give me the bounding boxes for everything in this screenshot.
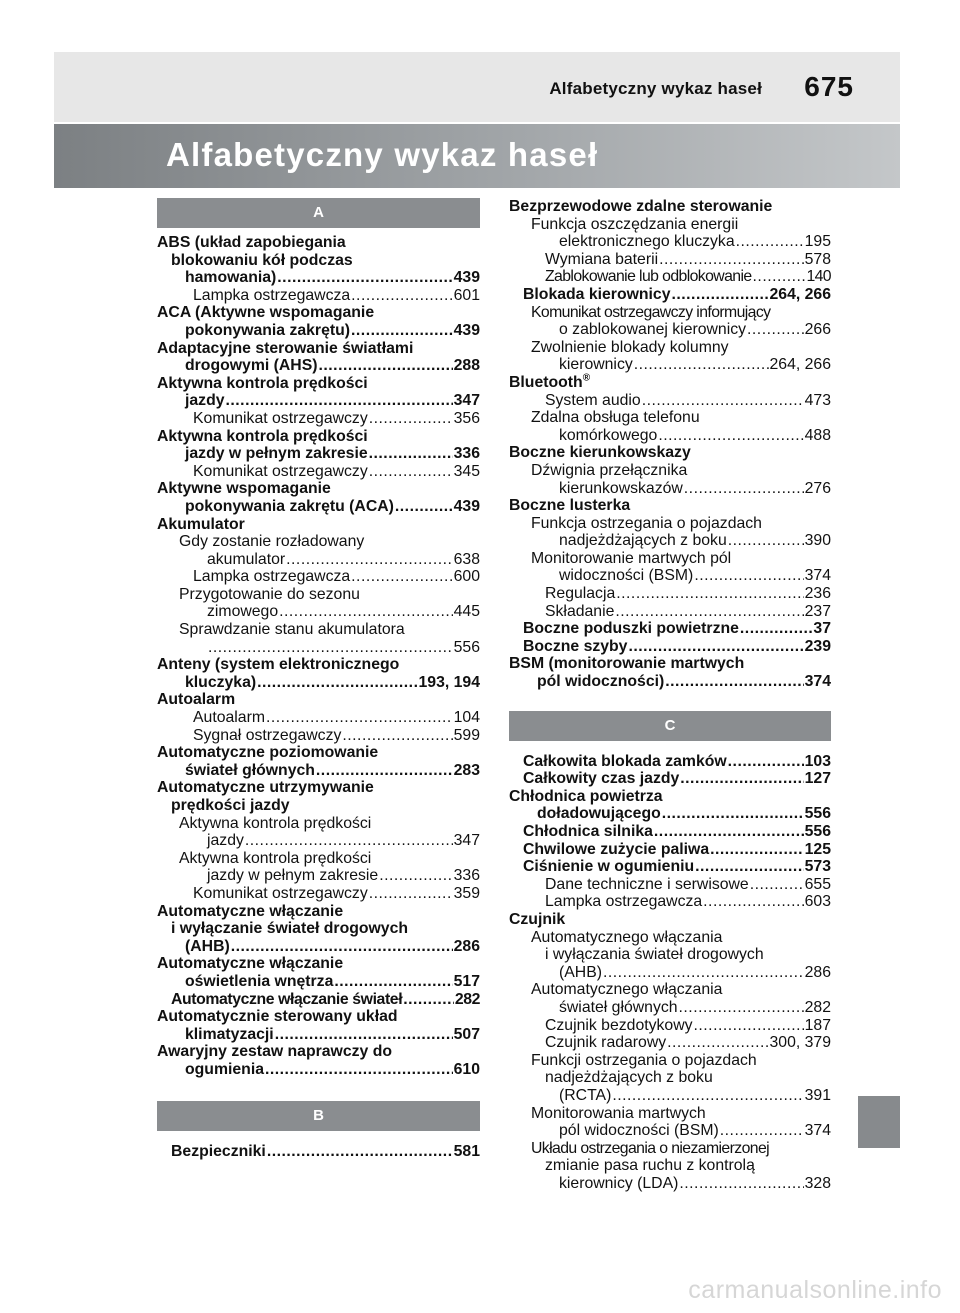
entry-line: Aktywna kontrola prędkości	[157, 427, 368, 445]
index-subentry	[157, 287, 480, 305]
entry-line: blokowaniu kół podczas	[171, 251, 353, 269]
page-ref: 125	[804, 840, 831, 858]
page-ref: 264, 266	[769, 285, 831, 303]
index-subentry	[509, 392, 831, 410]
entry-line: Monitorowania martwych	[531, 1104, 706, 1122]
entry-label: (AHB)	[559, 963, 603, 981]
page-ref: 599	[453, 726, 480, 744]
entry-label: świateł głównych	[185, 761, 315, 779]
page-ref: 445	[453, 603, 480, 621]
section-header-c: C	[509, 711, 831, 741]
index-subentry	[157, 568, 480, 586]
page-ref: 336	[453, 867, 480, 885]
entry-label: akumulator	[207, 550, 286, 568]
entry-line: Automatyczne utrzymywanie	[157, 779, 374, 797]
index-entry-apoz	[157, 744, 480, 779]
entry-label: Boczne poduszki powietrzne	[523, 620, 739, 638]
index-entry-aca	[157, 304, 480, 339]
page-ref: 347	[453, 832, 480, 850]
entry-line: Aktywne wspomaganie	[157, 480, 331, 498]
entry-label: Komunikat ostrzegawczy	[193, 409, 368, 427]
entry-line: Funkcji ostrzegania o pojazdach	[531, 1051, 757, 1069]
index-subentry	[509, 893, 831, 911]
entry-line: Aktywna kontrola prędkości	[179, 814, 372, 832]
page-ref: 439	[453, 321, 480, 339]
page-ref: 556	[804, 823, 831, 840]
entry-line: i wyłączania świateł drogowych	[545, 946, 764, 964]
entry-label: Dane techniczne i serwisowe	[545, 875, 749, 893]
entry-line: Aktywna kontrola prędkości	[179, 849, 372, 867]
entry-label: Automatyczne włączanie świateł	[171, 990, 403, 1008]
entry-label: (RCTA)	[559, 1086, 612, 1104]
entry-line: Automatycznego włączania	[531, 928, 723, 946]
entry-line: Chłodnica powietrza	[509, 787, 663, 805]
page-ref: 336	[453, 445, 480, 463]
index-subentry	[157, 815, 480, 850]
entry-label: elektronicznego kluczyka	[559, 233, 735, 251]
entry-label: (AHB)	[185, 937, 230, 955]
entry-label: Bluetooth	[509, 373, 583, 391]
entry-label: System audio	[545, 391, 641, 409]
section-header-b: B	[157, 1101, 480, 1131]
entry-label: kluczyka)	[185, 673, 257, 691]
entry-line: Przygotowanie do sezonu	[179, 585, 360, 603]
index-subentry	[157, 885, 480, 903]
page-ref: 573	[804, 858, 831, 876]
index-subentry	[509, 1140, 831, 1193]
index-entry-cwo	[509, 858, 831, 876]
page-ref: 356	[453, 409, 480, 427]
entry-line: Aktywna kontrola prędkości	[157, 374, 368, 392]
chapter-thumb-tab	[858, 1096, 900, 1148]
entry-label: Chłodnica silnika	[523, 823, 653, 840]
index-subentry	[157, 621, 480, 656]
watermark: carmanualsonline.info	[688, 1276, 942, 1304]
page-ref: 600	[453, 568, 480, 586]
page-ref: 603	[804, 893, 831, 911]
entry-line: nadjeżdżających z boku	[545, 1069, 713, 1087]
entry-label: Komunikat ostrzegawczy	[193, 884, 368, 902]
entry-label: Lampka ostrzegawcza	[193, 286, 351, 304]
page-ref: 127	[804, 770, 831, 788]
entry-label: Bezpieczniki	[171, 1142, 266, 1160]
entry-line: Automatyczne włączanie	[157, 902, 344, 920]
page-header	[54, 52, 900, 122]
entry-line: Awaryjny zestaw naprawczy do	[157, 1043, 392, 1061]
section-header-a: A	[157, 198, 480, 228]
entry-label: klimatyzacji	[185, 1025, 274, 1043]
entry-label: Regulacja	[545, 585, 616, 603]
entry-line: prędkości jazdy	[171, 797, 290, 814]
entry-label: Całkowity czas jazdy	[523, 770, 680, 788]
entry-label: świateł głównych	[559, 998, 678, 1016]
page-ref: 391	[804, 1086, 831, 1104]
entry-label: jazdy w pełnym zakresie	[185, 445, 368, 463]
index-subentry	[157, 586, 480, 621]
entry-line: Zdalna obsługa telefonu	[531, 409, 700, 427]
index-entry-bsz	[509, 638, 831, 656]
entry-line: Automatyczne włączanie	[157, 955, 344, 973]
entry-label: Boczne szyby	[523, 637, 628, 655]
entry-label: Blokada kierownicy	[523, 285, 671, 303]
entry-label: Chwilowe zużycie paliwa	[523, 840, 710, 858]
page-ref: 283	[453, 761, 480, 779]
index-subentry	[157, 850, 480, 885]
page-title: Alfabetyczny wykaz haseł	[166, 136, 599, 173]
page-ref: 556	[453, 638, 480, 656]
page-ref: 517	[453, 972, 480, 990]
index-entry-awp	[157, 480, 480, 515]
entry-line: Układu ostrzegania o niezamierzonej	[531, 1139, 770, 1157]
entry-line: Monitorowanie martwych pól	[531, 549, 732, 567]
page-ref: 104	[453, 709, 480, 727]
index-entry-awl-osw	[157, 955, 480, 990]
page-ref: 187	[804, 1016, 831, 1034]
page-ref: 236	[804, 585, 831, 603]
entry-line: ABS (układ zapobiegania	[157, 234, 346, 251]
page-ref: 140	[806, 268, 831, 286]
entry-line: Sprawdzanie stanu akumulatora	[179, 621, 405, 639]
entry-line: Automatycznie sterowany układ	[157, 1008, 398, 1026]
entry-line: Funkcja oszczędzania energii	[531, 215, 739, 233]
entry-label: pokonywania zakrętu (ACA)	[185, 497, 394, 515]
index-entry-aster	[157, 1008, 480, 1043]
index-entry-czujnik: Czujnik	[509, 910, 566, 928]
page-ref: 601	[453, 286, 480, 304]
index-entry-anteny	[157, 656, 480, 691]
page-ref: 276	[804, 479, 831, 497]
entry-label: doładowującego	[537, 805, 661, 823]
page-ref: 581	[453, 1142, 480, 1160]
index-entry-akk	[157, 375, 480, 410]
page-ref: 195	[804, 233, 831, 251]
entry-line: i wyłączanie świateł drogowych	[171, 920, 409, 938]
entry-label: pól widoczności)	[537, 673, 665, 691]
index-subentry	[157, 709, 480, 727]
index-entry-awl-sw	[157, 991, 480, 1009]
index-entry-autrz	[157, 779, 480, 814]
index-entry-bezpieczniki	[157, 1143, 480, 1161]
page-ref: 439	[453, 497, 480, 515]
entry-line: Gdy zostanie rozładowany	[179, 533, 365, 551]
entry-label: Czujnik radarowy	[545, 1034, 667, 1052]
entry-label: oświetlenia wnętrza	[185, 972, 334, 990]
page-ref: 610	[453, 1060, 480, 1078]
page-ref: 300, 379	[769, 1034, 831, 1052]
entry-line: BSM (monitorowanie martwych	[509, 655, 745, 673]
page-ref: 638	[453, 550, 480, 568]
entry-label: jazdy	[207, 832, 244, 850]
entry-label: Ciśnienie w ogumieniu	[523, 858, 695, 876]
entry-line: ACA (Aktywne wspomaganie	[157, 304, 375, 322]
entry-label: Autoalarm	[193, 709, 265, 727]
index-entry-bl: Boczne lusterka	[509, 497, 631, 515]
entry-label: nadjeżdżających z boku	[559, 532, 727, 550]
index-subentry	[509, 929, 831, 982]
index-subentry	[509, 268, 831, 286]
title-band	[54, 124, 900, 188]
entry-label: Czujnik bezdotykowy	[545, 1016, 693, 1034]
index-entry-cbz	[509, 753, 831, 771]
page-ref: 237	[804, 602, 831, 620]
index-entry-bk: Boczne kierunkowskazy	[509, 444, 691, 462]
page-ref: 264, 266	[769, 356, 831, 374]
entry-label: kierownicy (LDA)	[559, 1174, 679, 1192]
page-ref: 374	[804, 567, 831, 585]
index-subentry	[157, 410, 480, 428]
index-column-right	[509, 198, 831, 1192]
page-ref: 374	[804, 673, 831, 691]
page-ref: 347	[453, 392, 480, 410]
page-ref: 578	[804, 250, 831, 268]
page-ref: 286	[804, 963, 831, 981]
page-ref: 328	[804, 1174, 831, 1192]
index-subentry	[509, 1034, 831, 1052]
page-ref: 439	[453, 269, 480, 287]
entry-label: ogumienia	[185, 1060, 264, 1078]
entry-label: Komunikat ostrzegawczy	[193, 462, 368, 480]
entry-label: Zablokowanie lub odblokowanie	[545, 268, 752, 286]
index-subentry	[157, 463, 480, 481]
index-subentry	[157, 727, 480, 745]
entry-line: Komunikat ostrzegawczy informujący	[531, 303, 771, 321]
index-entry-awar	[157, 1043, 480, 1078]
index-entry-bpp	[509, 620, 831, 638]
entry-label: Składanie	[545, 602, 615, 620]
entry-label: komórkowego	[559, 426, 658, 444]
index-subentry	[509, 515, 831, 550]
index-subentry	[509, 462, 831, 497]
index-subentry	[509, 1052, 831, 1105]
index-entry-czp	[509, 841, 831, 859]
entry-line: Zwolnienie blokady kolumny	[531, 338, 729, 356]
entry-label: Wymiana baterii	[545, 250, 659, 268]
page-ref: 193, 194	[418, 673, 480, 691]
index-subentry	[509, 981, 831, 1016]
page-ref: 103	[804, 752, 831, 770]
index-subentry	[509, 304, 831, 339]
index-entry-chp	[509, 788, 831, 823]
entry-label: kierunkowskazów	[559, 479, 683, 497]
entry-label: jazdy w pełnym zakresie	[207, 867, 379, 885]
entry-label: kierownicy	[559, 356, 633, 374]
entry-label: Sygnał ostrzegawczy	[193, 726, 342, 744]
page-ref: 556	[804, 805, 831, 823]
entry-line: Adaptacyjne sterowanie światłami	[157, 339, 414, 357]
page-ref: 655	[804, 875, 831, 893]
index-entry-akumulator: Akumulator	[157, 515, 245, 533]
entry-label: jazdy	[185, 392, 225, 410]
page-ref: 282	[454, 990, 480, 1008]
index-subentry	[509, 251, 831, 269]
entry-label: pokonywania zakrętu)	[185, 321, 351, 339]
index-entry-bsm	[509, 655, 831, 690]
entry-line: Automatyczne poziomowanie	[157, 744, 379, 762]
entry-label: Lampka ostrzegawcza	[545, 893, 703, 911]
index-subentry	[509, 585, 831, 603]
page-ref: 239	[804, 637, 831, 655]
page-ref: 507	[453, 1025, 480, 1043]
page-ref: 488	[804, 426, 831, 444]
index-subentry	[157, 533, 480, 568]
index-entry-awl-ahb	[157, 903, 480, 956]
entry-line: Automatycznego włączania	[531, 981, 723, 999]
page-number: 675	[804, 71, 854, 102]
entry-line: Dźwignia przełącznika	[531, 461, 688, 479]
entry-label: widoczności (BSM)	[559, 567, 694, 585]
index-subentry	[509, 550, 831, 585]
page-ref: 286	[453, 937, 480, 955]
index-subentry	[509, 1105, 831, 1140]
page-ref: 374	[804, 1122, 831, 1140]
index-subentry	[509, 216, 831, 251]
entry-label: Całkowita blokada zamków	[523, 752, 727, 770]
entry-label: hamowania)	[185, 269, 277, 287]
page-ref: 266	[804, 321, 831, 339]
entry-line: zmianie pasa ruchu z kontrolą	[545, 1157, 755, 1175]
index-entry-bluetooth	[509, 374, 831, 392]
page-ref: 282	[804, 998, 831, 1016]
entry-line: Anteny (system elektronicznego	[157, 656, 400, 674]
index-subentry	[509, 603, 831, 621]
index-entry-ccj	[509, 770, 831, 788]
index-entry-bzs: Bezprzewodowe zdalne sterowanie	[509, 198, 773, 215]
index-entry-abs	[157, 234, 480, 287]
index-subentry	[509, 876, 831, 894]
index-entry-blokada	[509, 286, 831, 304]
page-ref: 37	[813, 620, 831, 638]
registered-mark: ®	[582, 372, 591, 384]
page-ref: 390	[804, 532, 831, 550]
entry-label: zimowego	[207, 603, 279, 621]
page-ref: 345	[453, 462, 480, 480]
entry-label: drogowymi (AHS)	[185, 357, 318, 375]
index-entry-akkpz	[157, 428, 480, 463]
entry-line: Funkcja ostrzegania o pojazdach	[531, 514, 762, 532]
page-ref: 473	[804, 391, 831, 409]
index-column-left	[157, 198, 480, 1160]
index-entry-adaptacyjne	[157, 340, 480, 375]
entry-label: Lampka ostrzegawcza	[193, 568, 351, 586]
page-ref: 288	[453, 357, 480, 375]
index-subentry	[509, 339, 831, 374]
index-entry-autoalarm: Autoalarm	[157, 691, 236, 709]
index-entry-chs	[509, 823, 831, 841]
entry-label: o zablokowanej kierownicy	[559, 321, 747, 339]
page-ref: 359	[453, 884, 480, 902]
header-title: Alfabetyczny wykaz haseł	[549, 79, 762, 98]
entry-label: pól widoczności (BSM)	[559, 1122, 719, 1140]
index-subentry	[509, 409, 831, 444]
index-subentry	[509, 1017, 831, 1035]
